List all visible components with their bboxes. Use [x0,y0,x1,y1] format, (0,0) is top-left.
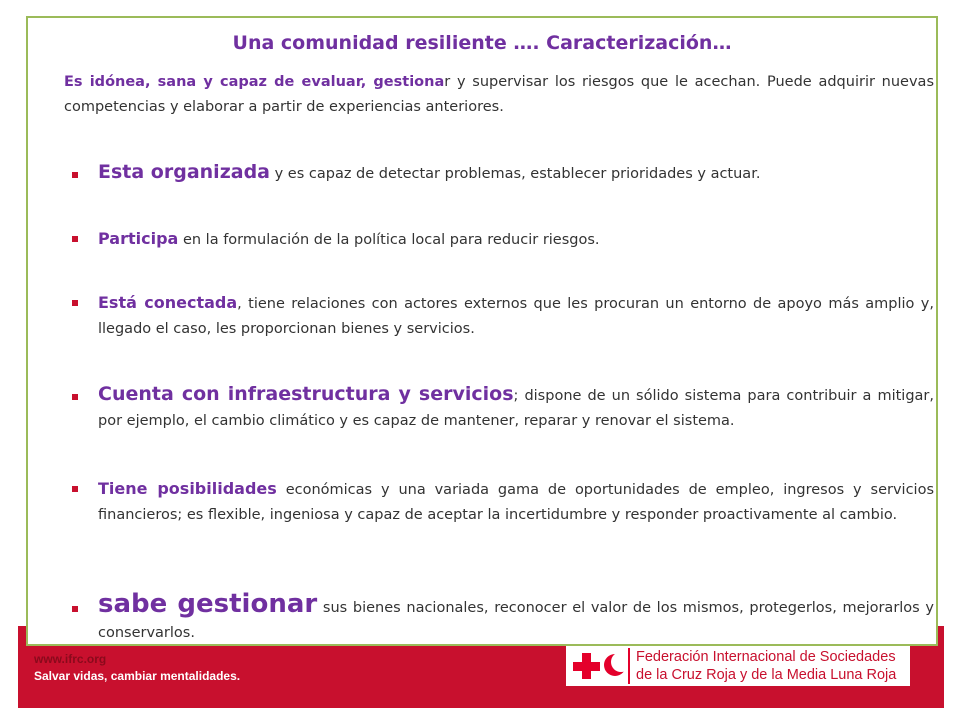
ifrc-logo [566,646,910,686]
footer-url[interactable]: www.ifrc.org [34,652,107,666]
bullet-lead: Participa [98,229,179,248]
bullet-lead: Está conectada [98,293,238,312]
bullet-item [64,382,934,434]
bullet-square-icon [72,606,78,612]
page-title: Una comunidad resiliente …. Caracterización… [232,32,732,54]
logo-divider [628,648,630,684]
footer-slogan: Salvar vidas, cambiar mentalidades. [34,669,241,683]
bullet-square-icon [72,172,78,178]
intro-paragraph [64,70,934,120]
bullet-text: sus bienes nacionales, reconocer el valor de los mismos, protegerlos, mejorarlos y conservarlos. [98,600,935,641]
bullet-text: y es capaz de detectar problemas, establecer prioridades y actuar. [270,166,761,182]
logo-organization-name [636,648,908,684]
bullet-item [64,290,934,342]
bullet-text: ; dispone de un sólido sistema para contribuir a mitigar, por ejemplo, el cambio climático y es capaz de mantener, reparar y renovar el sistema. [98,388,934,429]
bullet-square-icon [72,486,78,492]
bullet-text: económicas y una variada gama de oportunidades de empleo, ingresos y servicios financieros; es flexible, ingeniosa y capaz de aceptar la incertidumbre y responder proactivamente al cambio. [98,482,935,523]
logo-line-2: de la Cruz Roja y de la Media Luna Roja [636,667,897,683]
bullet-square-icon [72,300,78,306]
logo-line-1: Federación Internacional de Sociedades [636,649,896,665]
intro-lead: Es idónea, sana y capaz de evaluar, gestiona [64,74,445,90]
bullet-lead: Tiene posibilidades [98,479,277,498]
bullet-lead: Esta organizada [98,161,270,183]
bullet-lead: Cuenta con infraestructura y servicios [98,383,514,405]
bullet-text: , tiene relaciones con actores externos que les procuran un entorno de apoyo más amplio y, llegado el caso, les proporcionan bienes y servicios. [98,296,934,337]
bullet-item [64,476,934,528]
bullet-text: en la formulación de la política local para reducir riesgos. [178,232,600,248]
bullet-item [64,160,934,187]
bullet-item [64,589,935,646]
intro-rest: r y supervisar los riesgos que le acechan. Puede adquirir nuevas competencias y elaborar a partir de experiencias anteriores. [64,74,934,115]
bullet-lead: sabe gestionar [98,589,318,619]
bullet-square-icon [72,236,78,242]
red-cross-crescent-icon [568,648,628,684]
bullet-item [64,226,934,253]
bullet-square-icon [72,394,78,400]
content-box [26,16,938,646]
